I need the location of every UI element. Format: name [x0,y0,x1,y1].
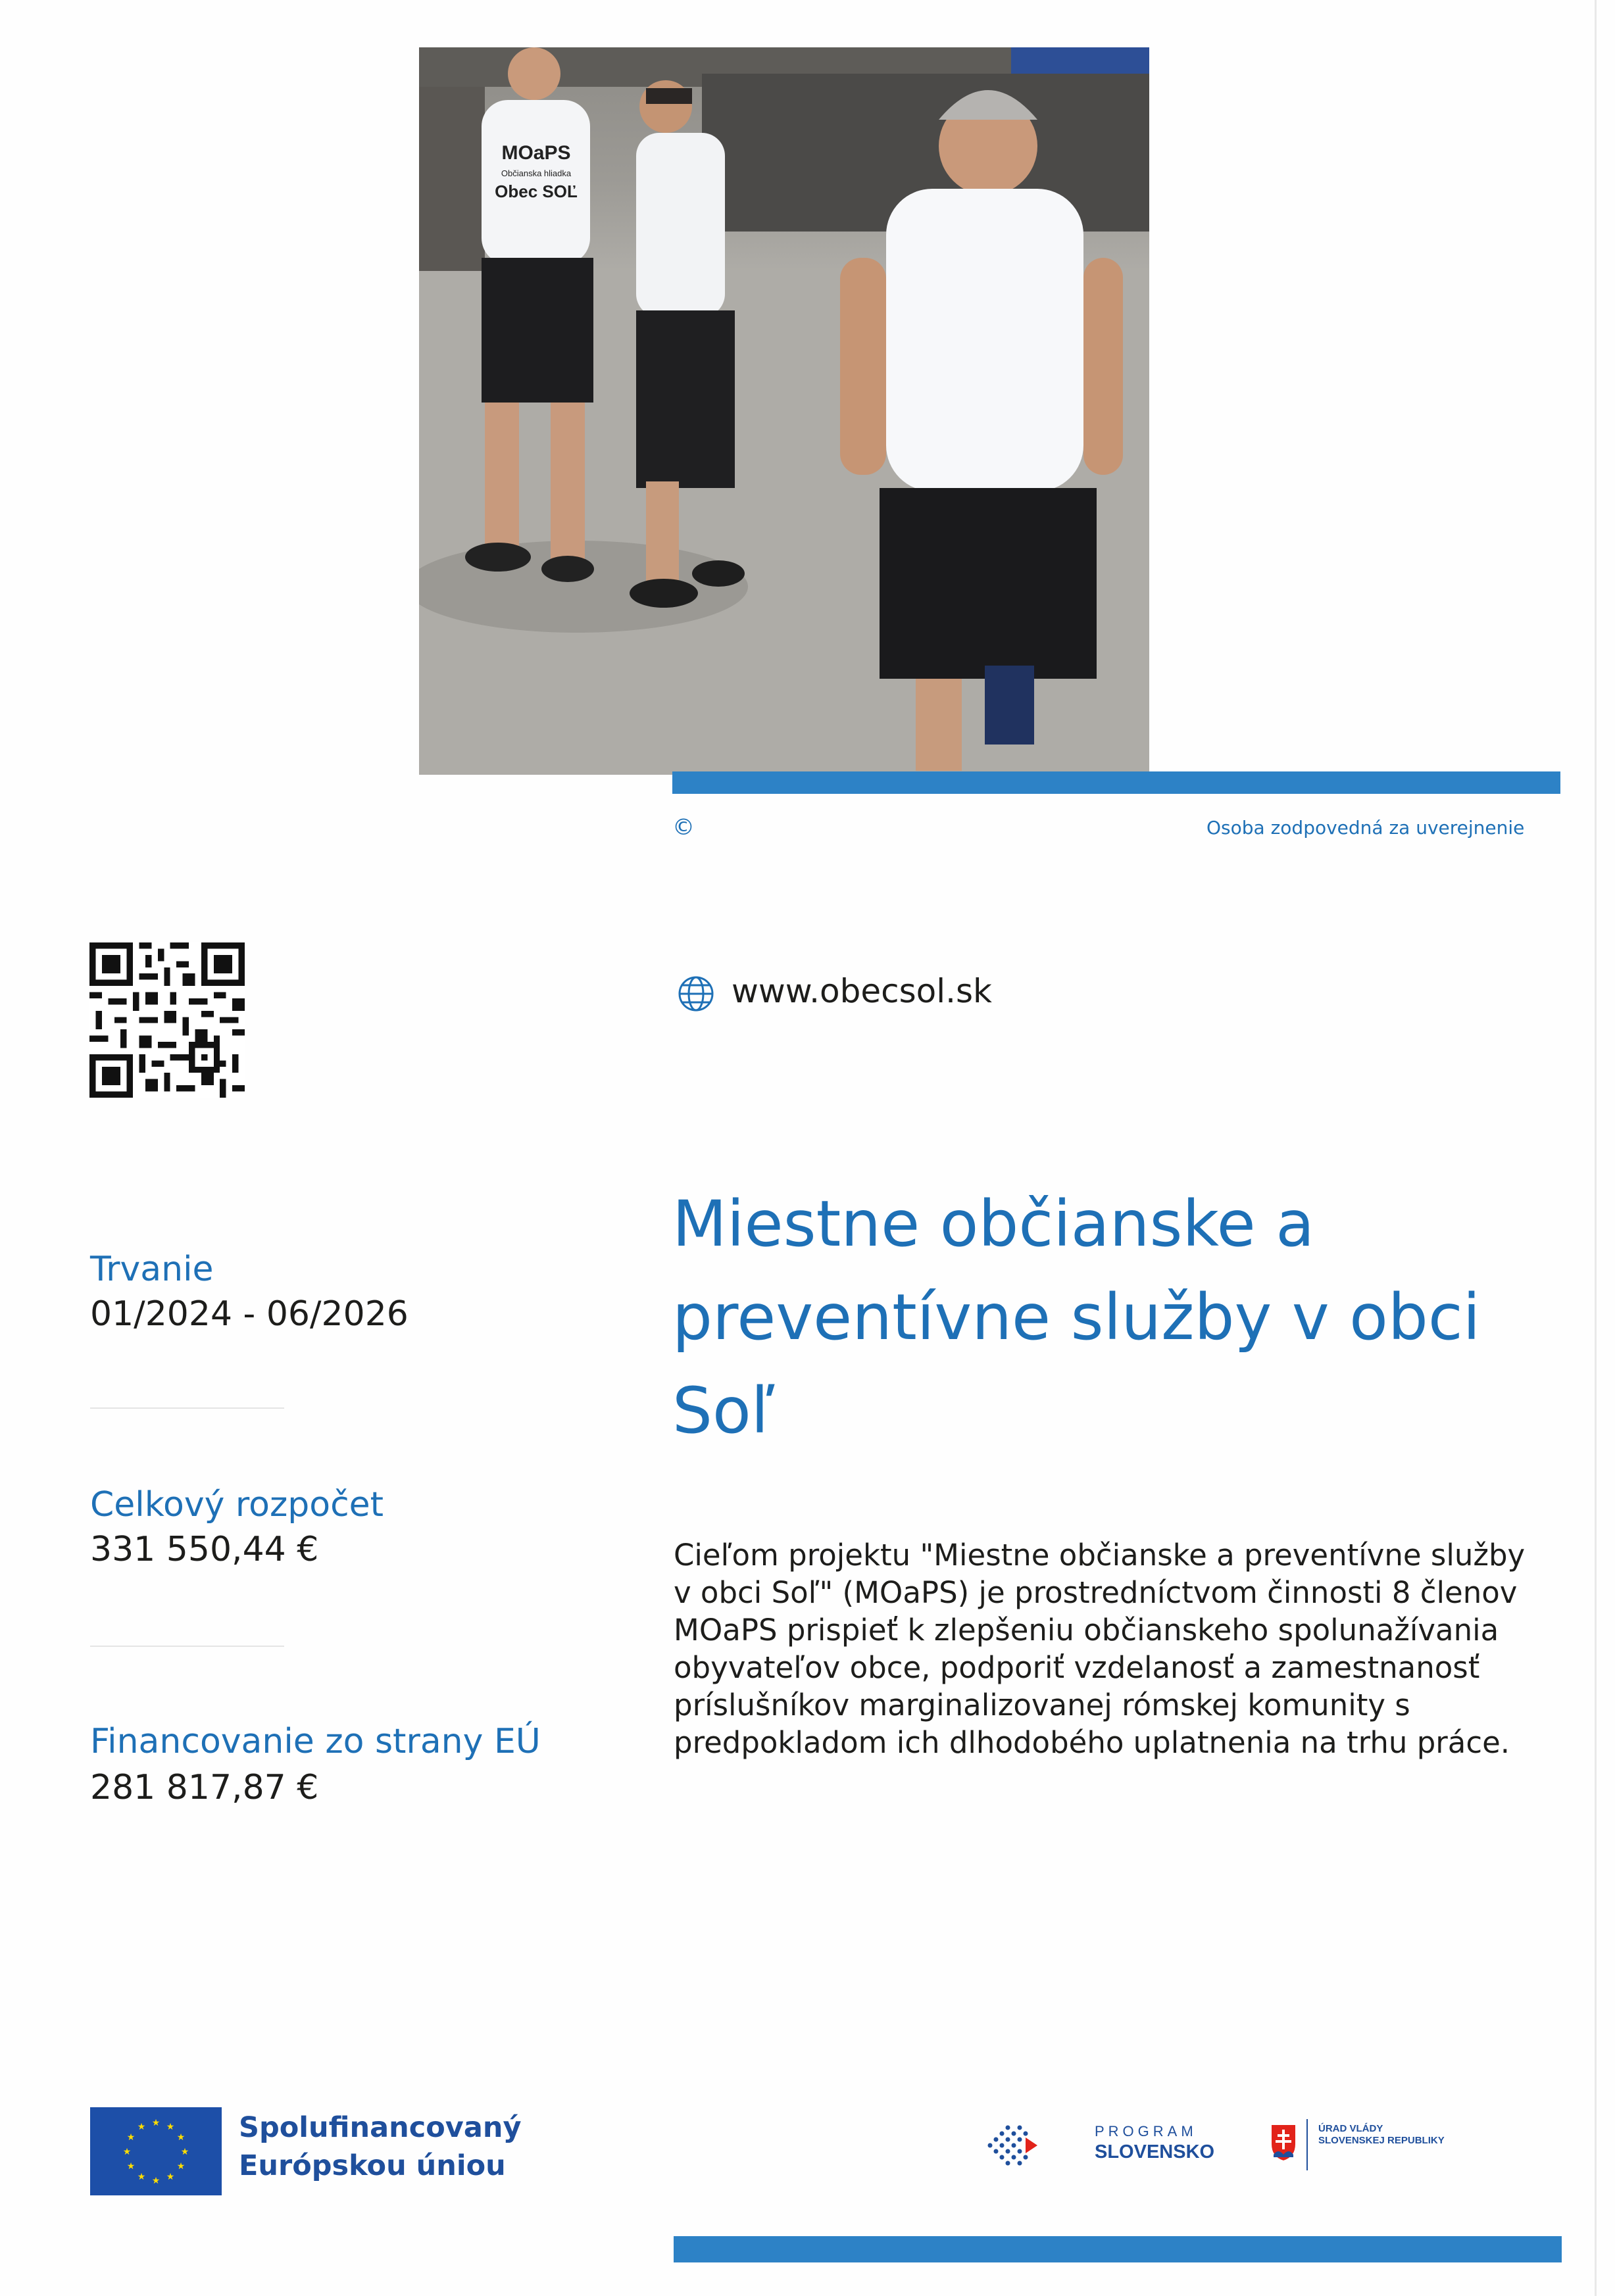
budget-label: Celkový rozpočet [90,1485,384,1525]
eu-text-line1: Spolufinancovaný [239,2111,522,2144]
svg-text:★: ★ [126,2161,136,2172]
program-text-line1: PROGRAM [1095,2123,1197,2139]
svg-text:★: ★ [126,2132,136,2143]
program-slovensko-icon [985,2119,1044,2172]
svg-text:★: ★ [151,2118,161,2128]
program-text-line2: SLOVENSKO [1095,2141,1215,2162]
svg-text:★: ★ [122,2147,132,2157]
svg-text:★: ★ [151,2176,161,2186]
svg-text:★: ★ [166,2172,175,2182]
eu-funding-label: Financovanie zo strany EÚ [90,1722,541,1761]
shirt-print-line3: Obec SOĽ [495,182,578,201]
responsible-person-label: Osoba zodpovedná za uverejnenie [1206,817,1525,839]
copyright-symbol: © [672,814,695,841]
bottom-accent-bar [674,2236,1562,2262]
divider [90,1646,284,1647]
svg-text:★: ★ [166,2122,175,2132]
gov-office-text [1318,2123,1445,2147]
svg-text:★: ★ [180,2147,189,2157]
top-accent-bar [672,771,1560,794]
duration-value: 01/2024 - 06/2026 [90,1294,409,1334]
project-photo [419,47,1149,775]
svg-text:★: ★ [137,2172,146,2182]
budget-value: 331 550,44 € [90,1530,319,1569]
gov-text-line1: ÚRAD VLÁDY [1318,2123,1383,2134]
scan-edge-line [1595,0,1597,2296]
eu-text-line2: Európskou úniou [239,2149,506,2182]
program-slovensko-text [1095,2123,1214,2163]
eu-cofunded-text [239,2109,521,2185]
shirt-print-line2: Občianska hliadka [501,168,572,178]
website-link[interactable]: www.obecsol.sk [732,972,992,1010]
shirt-print-line1: MOaPS [501,142,571,164]
svg-text:★: ★ [137,2122,146,2132]
divider [90,1407,284,1409]
duration-label: Trvanie [90,1250,214,1289]
svg-text:★: ★ [176,2132,186,2143]
gov-text-line2: SLOVENSKEJ REPUBLIKY [1318,2135,1445,2146]
globe-icon [678,975,714,1012]
eu-funding-value: 281 817,87 € [90,1768,319,1807]
gov-logo-divider [1306,2119,1308,2170]
project-description: Cieľom projektu "Miestne občianske a preventívne služby v obci Soľ" (MOaPS) je prostredníctvom činnosti 8 členov MOaPS prispieť k zlepšeniu občianskeho spolunažívania obyvateľov obce, podporiť vzdelanosť a zamestnanosť príslušníkov marginalizovanej rómskej komunity s predpokladom ich dlhodobého uplatnenia na trhu práce. [674,1538,1526,1760]
slovak-coat-of-arms-icon [1270,2123,1297,2162]
qr-code[interactable] [89,942,245,1098]
project-title: Miestne občianske a preventívne služby v obci Soľ [672,1187,1481,1448]
svg-text:★: ★ [176,2161,186,2172]
eu-flag-icon [90,2107,222,2195]
